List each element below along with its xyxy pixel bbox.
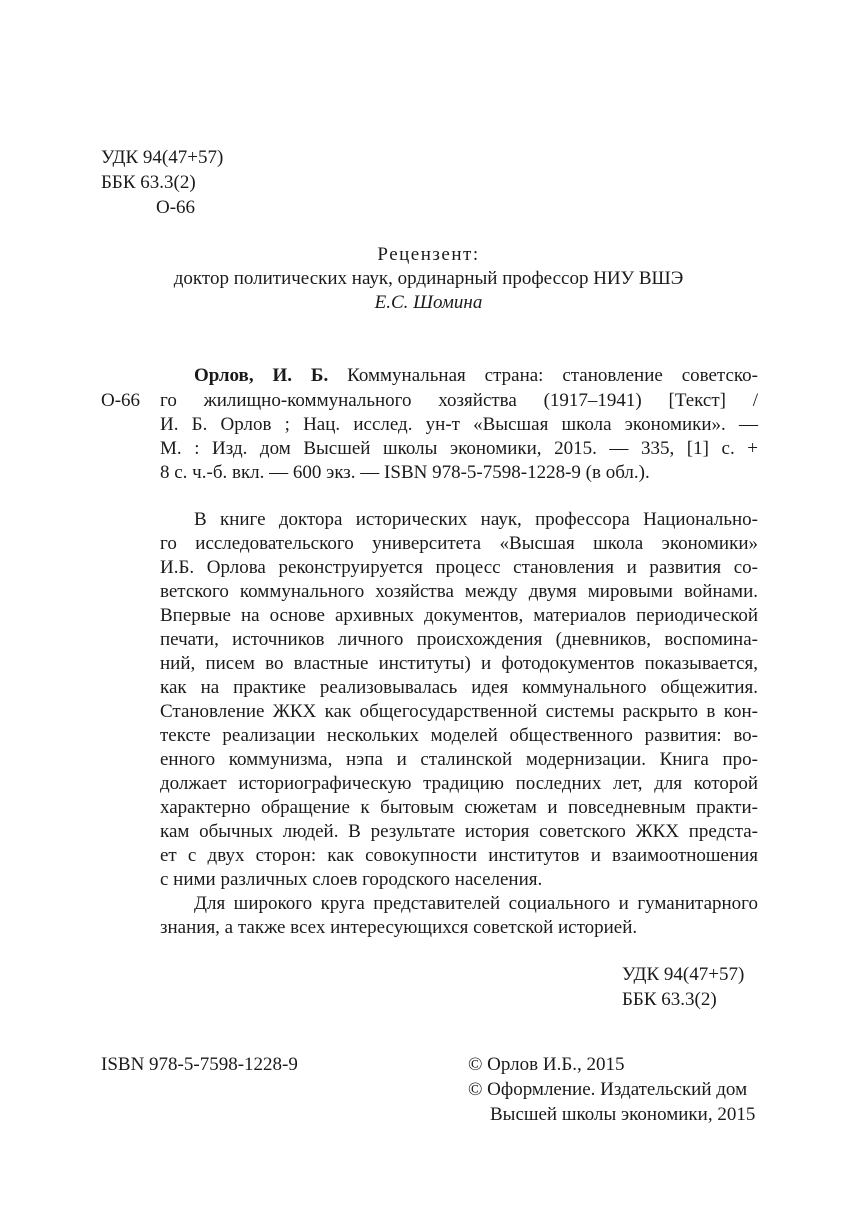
citation-line-3: И. Б. Орлов ; Нац. исслед. ун-т «Высшая школа экономики». —: [160, 414, 758, 435]
abstract-line: кам обычных людей. В результате история советского ЖКХ предста-: [160, 821, 758, 842]
copyright-author: © Орлов И.Б., 2015: [468, 1054, 625, 1075]
bbk-code-bottom: ББК 63.3(2): [622, 989, 717, 1010]
abstract-line: ний, писем во властные институты) и фотодокументов показывается,: [160, 653, 758, 674]
copyright-design-2: Высшей школы экономики, 2015: [490, 1104, 756, 1125]
reviewer-heading: Рецензент:: [377, 244, 480, 265]
author-mark-citation: О-66: [101, 390, 141, 411]
abstract-line: ветского коммунального хозяйства между двумя мировыми войнами.: [160, 581, 758, 602]
reviewer-credentials: доктор политических наук, ординарный профессор НИУ ВШЭ: [173, 268, 684, 289]
udk-value: 94(47+57): [142, 147, 224, 168]
reviewer-name: Е.С. Шомина: [374, 292, 483, 313]
audience-line-1: Для широкого круга представителей социального и гуманитарного: [194, 893, 758, 914]
citation-line-1: [194, 364, 758, 388]
bbk-label: ББК: [101, 172, 136, 193]
citation-line-4: М. : Изд. дом Высшей школы экономики, 2015. — 335, [1] с. +: [160, 438, 758, 459]
citation-line-5: 8 с. ч.-б. вкл. — 600 экз. — ISBN 978-5-7598-1228-9 (в обл.).: [160, 462, 650, 483]
abstract-line: характерно обращение к бытовым сюжетам и повседневным практи-: [160, 797, 758, 818]
abstract-line-last: с ними различных слоев городского населения.: [160, 869, 543, 890]
abstract-line: В книге доктора исторических наук, профессора Национально-: [194, 509, 758, 530]
abstract-line: Впервые на основе архивных документов, материалов периодической: [160, 605, 758, 626]
audience-line-2: знания, а также всех интересующихся советской историей.: [160, 917, 638, 938]
citation-author: Орлов, И. Б.: [194, 365, 329, 386]
udk-label: УДК: [101, 147, 139, 168]
abstract-line: енного коммунизма, нэпа и сталинской модернизации. Книга про-: [160, 749, 758, 770]
abstract-line: как на практике реализовывалась идея коммунального общежития.: [160, 677, 758, 698]
abstract-line: должает историографическую традицию последних лет, для которой: [160, 773, 758, 794]
abstract-line: Становление ЖКХ как общегосударственной системы раскрыто в кон-: [160, 701, 758, 722]
abstract-line: печати, источников личного происхождения (дневников, воспомина-: [160, 629, 758, 650]
copyright-design-1: © Оформление. Издательский дом: [468, 1079, 748, 1100]
bbk-value: 63.3(2): [140, 172, 196, 193]
bbk-code-top: [101, 171, 196, 195]
abstract-line: тексте реализации нескольких моделей общественного развития: во-: [160, 725, 758, 746]
isbn: ISBN 978-5-7598-1228-9: [101, 1054, 298, 1075]
author-mark-top: О-66: [156, 197, 196, 218]
citation-line-2: го жилищно-коммунального хозяйства (1917–1941) [Текст] /: [160, 390, 758, 411]
udk-code-bottom: УДК 94(47+57): [622, 964, 745, 985]
abstract-line: И.Б. Орлова реконструируется процесс становления и развития со-: [160, 557, 758, 578]
udk-code-top: [101, 146, 223, 170]
citation-title: Коммунальная страна: становление советско-: [347, 365, 758, 386]
abstract-line: го исследовательского университета «Высшая школа экономики»: [160, 533, 758, 554]
abstract-line: ет с двух сторон: как совокупности институтов и взаимоотношения: [160, 845, 758, 866]
